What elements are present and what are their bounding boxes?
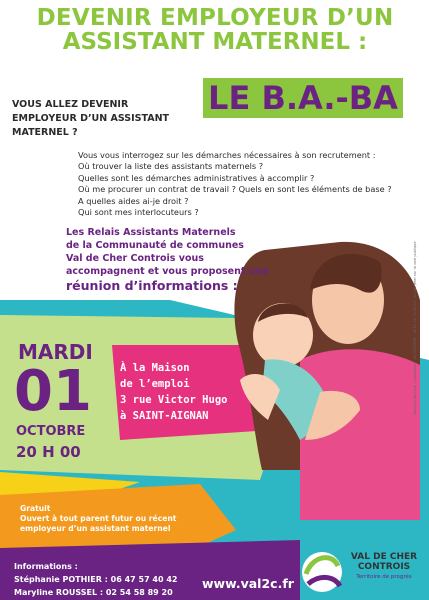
question-item: Où me procurer un contrat de travail ? Quels en sont les éléments de base ?	[78, 184, 392, 195]
question-item: Qui sont mes interlocuteurs ?	[78, 207, 199, 218]
contact-line: Maryline ROUSSEL : 02 54 58 89 20	[14, 588, 173, 597]
event-weekday: MARDI	[18, 340, 93, 364]
event-day: 01	[14, 359, 92, 424]
title-badge: LE B.A.-BA	[203, 78, 403, 118]
free-info	[20, 504, 176, 534]
audience-line: Ouvert à tout parent futur ou récent	[20, 514, 177, 523]
logo-tagline: Territoire de progrès	[356, 574, 412, 580]
logo-name	[345, 552, 423, 572]
page-title-line1: DEVENIR EMPLOYEUR D’UN	[36, 5, 394, 31]
intro-question	[12, 98, 202, 140]
contact-label: Informations :	[14, 562, 78, 571]
event-place	[120, 360, 227, 424]
question-item: Quelles sont les démarches administratives à accomplir ?	[78, 172, 315, 183]
logo-mark	[302, 552, 342, 592]
intro-question-line: VOUS ALLEZ DEVENIR	[12, 99, 129, 110]
event-place-line: de l’emploi	[120, 378, 190, 390]
page-title-line2: ASSISTANT MATERNEL :	[62, 29, 368, 55]
relais-line: Val de Cher Controis vous	[66, 253, 204, 264]
reunion-heading: réunion d’informations :	[66, 278, 238, 293]
website-link[interactable]: www.val2c.fr	[202, 576, 294, 591]
event-place-line: 3 rue Victor Hugo	[120, 394, 228, 406]
event-place-line: à SAINT-AIGNAN	[120, 410, 209, 422]
intro-question-line: EMPLOYEUR D’UN ASSISTANT	[12, 113, 170, 124]
question-list	[78, 150, 398, 218]
relais-paragraph	[66, 226, 276, 278]
question-item: Où trouver la liste des assistants maternels ?	[78, 161, 264, 172]
event-time: 20 H 00	[16, 443, 81, 461]
event-month: OCTOBRE	[16, 424, 86, 439]
side-credit	[410, 88, 420, 418]
relais-line: de la Communauté de communes	[66, 240, 244, 251]
logo-name-line: VAL DE CHER	[350, 552, 418, 562]
contact-info	[14, 560, 177, 599]
question-item: Vous vous interrogez sur les démarches nécessaires à son recrutement :	[78, 150, 376, 160]
event-place-line: À la Maison	[120, 362, 190, 374]
relais-line: Les Relais Assistants Maternels	[66, 227, 236, 238]
audience-line: employeur d’un assistant maternel	[20, 524, 171, 533]
side-credit-text: studio-graphique · impression · 41 CONTRES · tél 02 54 79 00 00 · ne pas jeter sur la voie publique	[413, 241, 417, 415]
contact-line: Stéphanie POTHIER : 06 47 57 40 42	[14, 575, 178, 584]
intro-question-line: MATERNEL ?	[12, 127, 78, 138]
logo-name-line: CONTROIS	[357, 562, 411, 572]
free-label: Gratuit	[20, 504, 51, 513]
question-item: A quelles aides ai-je droit ?	[78, 195, 189, 206]
relais-line: accompagnent et vous proposent une	[66, 266, 269, 277]
